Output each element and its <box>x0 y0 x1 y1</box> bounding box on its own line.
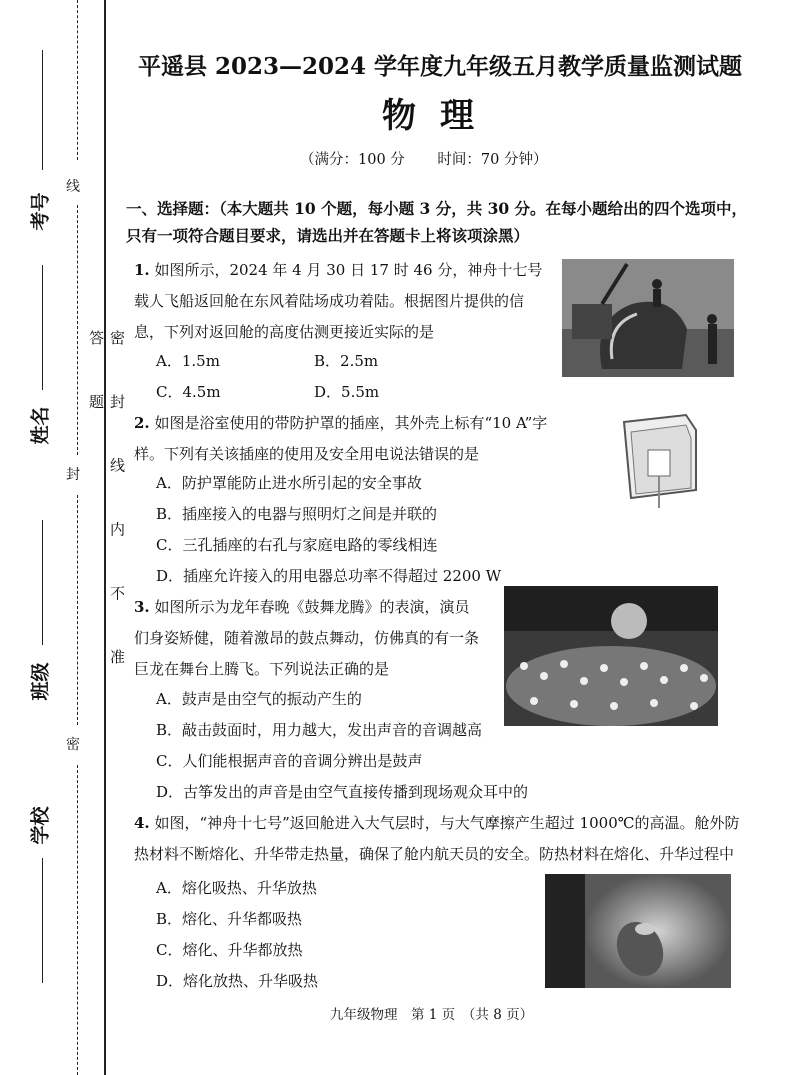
option-c: C．人们能根据声音的音调分辨出是鼓声 <box>156 752 423 770</box>
margin-border <box>104 0 106 1075</box>
school-write-line <box>42 858 43 983</box>
question-stem <box>134 808 742 870</box>
class-write-line <box>42 520 43 645</box>
option-d: D．5.5m <box>314 383 380 401</box>
option-b: B．插座接入的电器与照明灯之间是并联的 <box>156 505 438 523</box>
option-a: A．鼓声是由空气的振动产生的 <box>156 690 362 708</box>
seal-line-mark: 线 <box>66 179 80 195</box>
subject-title: 物理 <box>382 96 498 136</box>
question-number: 3. <box>134 598 150 616</box>
section-heading: 一、选择题：（本大题共 10 个题，每小题 3 分，共 30 分。在每小题给出的四个选项中，只有一项符合题目要求，请选出并在答题卡上将该项涂黑） <box>126 199 748 245</box>
option-d: D．古筝发出的声音是由空气直接传播到现场观众耳中的 <box>156 783 529 801</box>
id-write-line <box>42 50 43 170</box>
seal-mark-2: 密 <box>66 737 80 753</box>
socket-guard-photo <box>616 410 721 510</box>
option-c: C．4.5m <box>156 383 221 401</box>
option-d: D．熔化放热、升华吸热 <box>156 972 319 990</box>
exam-time: 时间：70 分钟） <box>437 152 548 168</box>
option-b: B．2.5m <box>314 352 379 370</box>
question-text: 如图是浴室使用的带防护罩的插座，其外壳上标有“10 A”字样。下列有关该插座的使用及安全用电说法错误的是 <box>134 414 548 463</box>
question-stem <box>134 408 574 470</box>
question-stem <box>134 255 546 348</box>
seal-line-top <box>77 0 78 160</box>
school-label: 学校 <box>29 806 52 845</box>
reentry-capsule-photo <box>545 874 731 988</box>
page-footer: 九年级物理 第 1 页 （共 8 页） <box>330 1007 534 1023</box>
name-write-line <box>42 265 43 390</box>
capsule-landing-photo <box>562 259 734 377</box>
id-label: 考号 <box>29 192 52 231</box>
exam-title: 平遥县 2023—2024 学年度九年级五月教学质量监测试题 <box>137 53 743 80</box>
option-a: A．1.5m <box>156 352 220 370</box>
dragon-drum-performance-photo <box>504 586 718 726</box>
full-score: （满分：100 分 <box>300 152 405 168</box>
name-label: 姓名 <box>29 406 52 445</box>
seal-mark-1: 封 <box>66 467 80 483</box>
seal-line-lower <box>77 495 78 725</box>
question-number: 4. <box>134 814 150 832</box>
question-text: 如图，“神舟十七号”返回舱进入大气层时，与大气摩擦产生超过 1000℃的高温。舱外防热材料不断熔化、升华带走热量，确保了舱内航天员的安全。防热材料在熔化、升华过程中 <box>134 814 740 863</box>
class-label: 班级 <box>29 662 52 701</box>
question-number: 2. <box>134 414 150 432</box>
question-text: 如图所示，2024 年 4 月 30 日 17 时 46 分，神舟十七号载人飞船返回舱在东风着陆场成功着陆。根据图片提供的信息，下列对返回舱的高度估测更接近实际的是 <box>134 261 543 341</box>
option-b: B．敲击鼓面时，用力越大，发出声音的音调越高 <box>156 721 483 739</box>
option-a: A．熔化吸热、升华放热 <box>156 879 317 897</box>
option-c: C．三孔插座的右孔与家庭电路的零线相连 <box>156 536 438 554</box>
question-number: 1. <box>134 261 150 279</box>
exam-meta <box>300 148 575 169</box>
option-b: B．熔化、升华都吸热 <box>156 910 303 928</box>
option-c: C．熔化、升华都放热 <box>156 941 303 959</box>
option-a: A．防护罩能防止进水所引起的安全事故 <box>156 474 422 492</box>
seal-line-mid <box>77 205 78 455</box>
option-d: D．插座允许接入的用电器总功率不得超过 2200 W <box>156 567 502 585</box>
seal-notice: 密 封 线 内 不 准 答 题 <box>87 330 126 686</box>
seal-line-bottom <box>77 765 78 1075</box>
question-stem <box>134 592 484 685</box>
question-text: 如图所示为龙年春晚《鼓舞龙腾》的表演，演员们身姿矫健，随着激昂的鼓点舞动，仿佛真的有一条巨龙在舞台上腾飞。下列说法正确的是 <box>134 598 480 678</box>
